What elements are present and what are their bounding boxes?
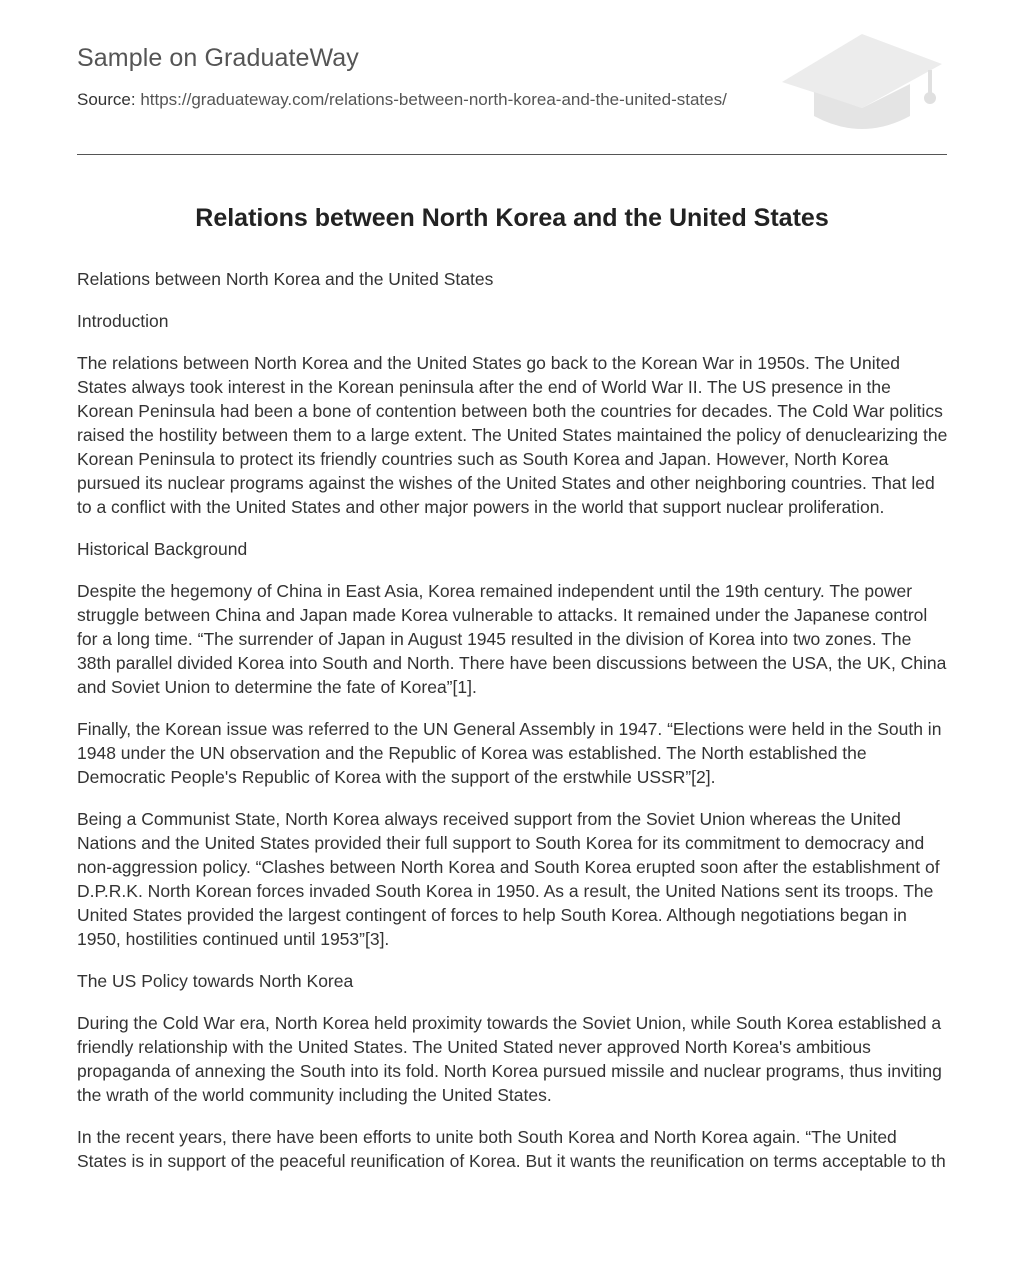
page-header <box>77 0 947 156</box>
section-heading-us-policy: The US Policy towards North Korea <box>77 971 354 991</box>
article-title: Relations between North Korea and the United States <box>195 204 829 232</box>
header-divider <box>77 154 947 155</box>
source-label: Source: <box>77 90 136 109</box>
paragraph-us-policy-1: During the Cold War era, North Korea held proximity towards the Soviet Union, while South Korea established a friendly relationship with the United States. The United Stated never approved North Korea's ambitious propaganda of annexing the South into its fold. North Korea pursued missile and nuclear programs, thus inviting the wrath of the world community including the United States. <box>77 1013 942 1105</box>
site-title[interactable]: Sample on GraduateWay <box>77 44 359 72</box>
paragraph-historical-1: Despite the hegemony of China in East Asia, Korea remained independent until the 19th century. The power struggle between China and Japan made Korea vulnerable to attacks. It remained under the Japanese control for a long time. “The surrender of Japan in August 1945 resulted in the division of Korea into two zones. The 38th parallel divided Korea into South and North. There have been discussions between the USA, the UK, China and Soviet Union to determine the fate of Korea”[1]. <box>77 581 947 697</box>
paragraph-subtitle: Relations between North Korea and the United States <box>77 269 494 289</box>
source-link[interactable]: https://graduateway.com/relations-between-north-korea-and-the-united-states/ <box>140 90 727 109</box>
source-line <box>77 90 727 110</box>
graduation-cap-icon <box>780 30 946 134</box>
section-heading-introduction: Introduction <box>77 311 169 331</box>
paragraph-historical-3: Being a Communist State, North Korea always received support from the Soviet Union whereas the United Nations and the United States provided their full support to South Korea for its commitment to democracy and non-aggression policy. “Clashes between North Korea and South Korea erupted soon after the establishment of D.P.R.K. North Korean forces invaded South Korea in 1950. As a result, the United Nations sent its troops. The United States provided the largest contingent of forces to help South Korea. Although negotiations began in 1950, hostilities continued until 1953”[3]. <box>77 809 940 949</box>
paragraph-introduction: The relations between North Korea and the United States go back to the Korean War in 1950s. The United States always took interest in the Korean peninsula after the end of World War II. The US presence in the Korean Peninsula had been a bone of contention between both the countries for decades. The Cold War politics raised the hostility between them to a large extent. The United States maintained the policy of denuclearizing the Korean Peninsula to protect its friendly countries such as South Korea and Japan. However, North Korea pursued its nuclear programs against the wishes of the United States and other neighboring countries. That led to a conflict with the United States and other major powers in the world that support nuclear proliferation. <box>77 353 948 517</box>
section-heading-historical-background: Historical Background <box>77 539 248 559</box>
paragraph-historical-2: Finally, the Korean issue was referred to the UN General Assembly in 1947. “Elections were held in the South in 1948 under the UN observation and the Republic of Korea was established. The North established the Democratic People's Republic of Korea with the support of the erstwhile USSR”[2]. <box>77 719 942 787</box>
paragraph-us-policy-2: In the recent years, there have been efforts to unite both South Korea and North Korea again. “The United States is in support of the peaceful reunification of Korea. But it wants the reunification on terms acceptable to th <box>77 1127 946 1171</box>
article-body <box>77 267 949 1191</box>
